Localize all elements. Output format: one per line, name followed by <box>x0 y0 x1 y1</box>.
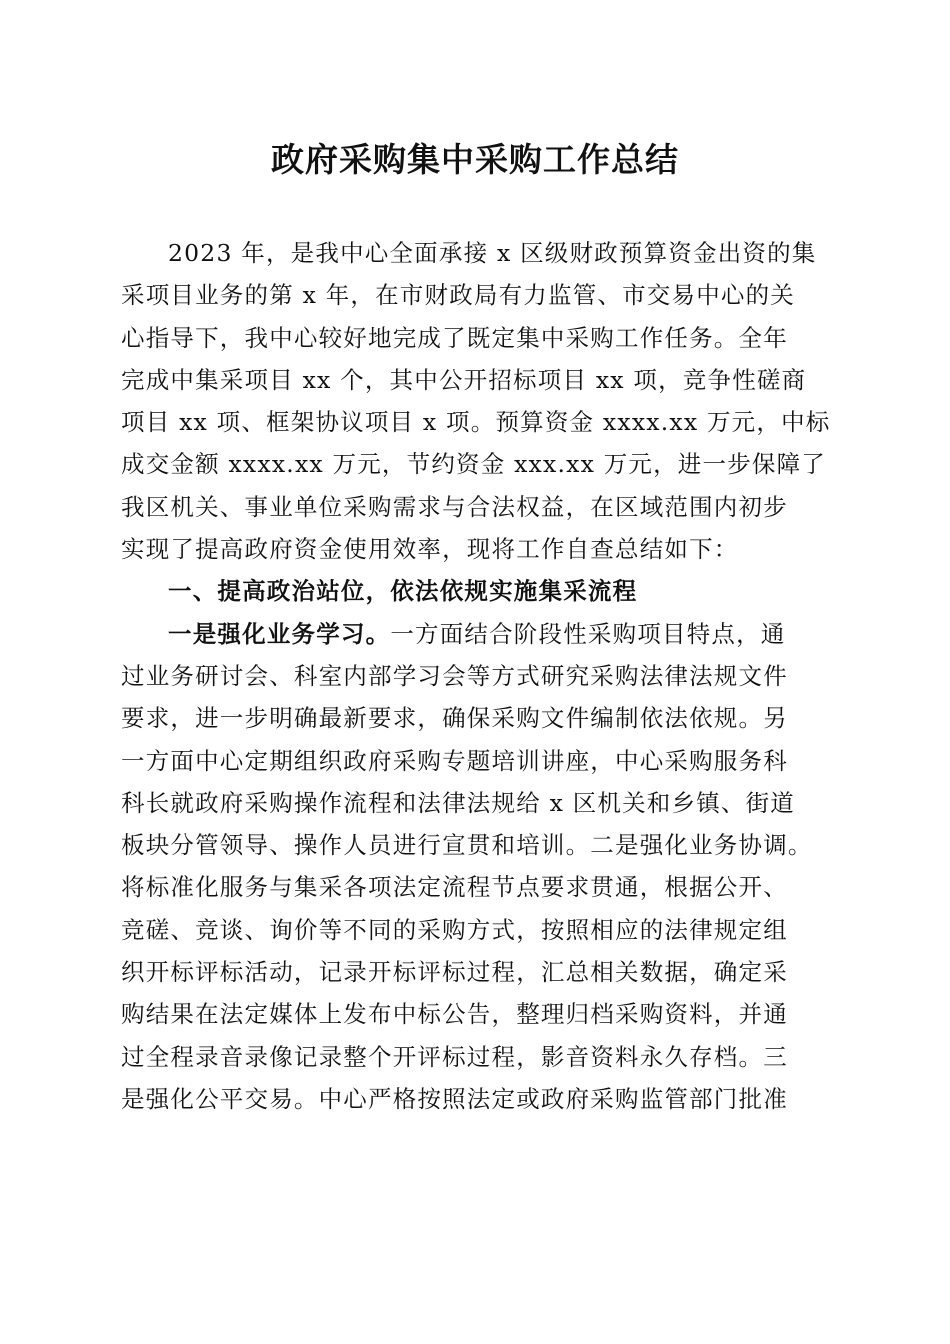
paragraph-line: 过全程录音录像记录整个开评标过程，影音资料永久存档。三 <box>121 1042 788 1071</box>
paragraph-line: 要求，进一步明确最新要求，确保采购文件编制依法依规。另 <box>121 704 788 733</box>
document-title: 政府采购集中采购工作总结 <box>271 140 679 179</box>
paragraph-line: 板块分管领导、操作人员进行宣贯和培训。二是强化业务协调。 <box>121 831 813 860</box>
paragraph-line: 成交金额 xxxx.xx 万元，节约资金 xxx.xx 万元，进一步保障了 <box>121 450 827 479</box>
paragraph-line: 实现了提高政府资金使用效率，现将工作自查总结如下： <box>121 535 739 564</box>
paragraph-line <box>121 613 837 655</box>
paragraph-line: 竞磋、竞谈、询价等不同的采购方式，按照相应的法律规定组 <box>121 915 788 944</box>
paragraph-line: 织开标评标活动，记录开标评标过程，汇总相关数据，确定采 <box>121 958 788 987</box>
paragraph-line: 采项目业务的第 x 年，在市财政局有力监管、市交易中心的关 <box>121 281 795 310</box>
paragraph-line: 是强化公平交易。中心严格按照法定或政府采购监管部门批准 <box>121 1084 788 1113</box>
paragraph-line: 项目 xx 项、框架协议项目 x 项。预算资金 xxxx.xx 万元，中标 <box>121 408 831 437</box>
paragraph-line: 过业务研讨会、科室内部学习会等方式研究采购法律法规文件 <box>121 661 788 690</box>
paragraph-line: 购结果在法定媒体上发布中标公告，整理归档采购资料，并通 <box>121 1000 788 1029</box>
paragraph-line: 科长就政府采购操作流程和法律法规给 x 区机关和乡镇、街道 <box>121 788 795 817</box>
paragraph-line: 我区机关、事业单位采购需求与合法权益，在区域范围内初步 <box>121 492 788 521</box>
paragraph-line: 2023 年，是我中心全面承接 x 区级财政预算资金出资的集 <box>168 239 817 267</box>
paragraph-line: 一方面中心定期组织政府采购专题培训讲座，中心采购服务科 <box>121 746 788 775</box>
paragraph-line-rest: 一方面结合阶段性采购项目特点，通 <box>390 619 786 648</box>
paragraph-lead: 一是强化业务学习。 <box>168 619 391 648</box>
paragraph-line: 将标准化服务与集采各项法定流程节点要求贯通，根据公开、 <box>121 873 788 902</box>
paragraph-line: 完成中集采项目 xx 个，其中公开招标项目 xx 项，竞争性磋商 <box>121 365 807 394</box>
section-heading: 一、提高政治站位，依法依规实施集采流程 <box>168 577 638 606</box>
document-body <box>121 232 837 1120</box>
paragraph-line: 心指导下，我中心较好地完成了既定集中采购工作任务。全年 <box>121 323 788 352</box>
